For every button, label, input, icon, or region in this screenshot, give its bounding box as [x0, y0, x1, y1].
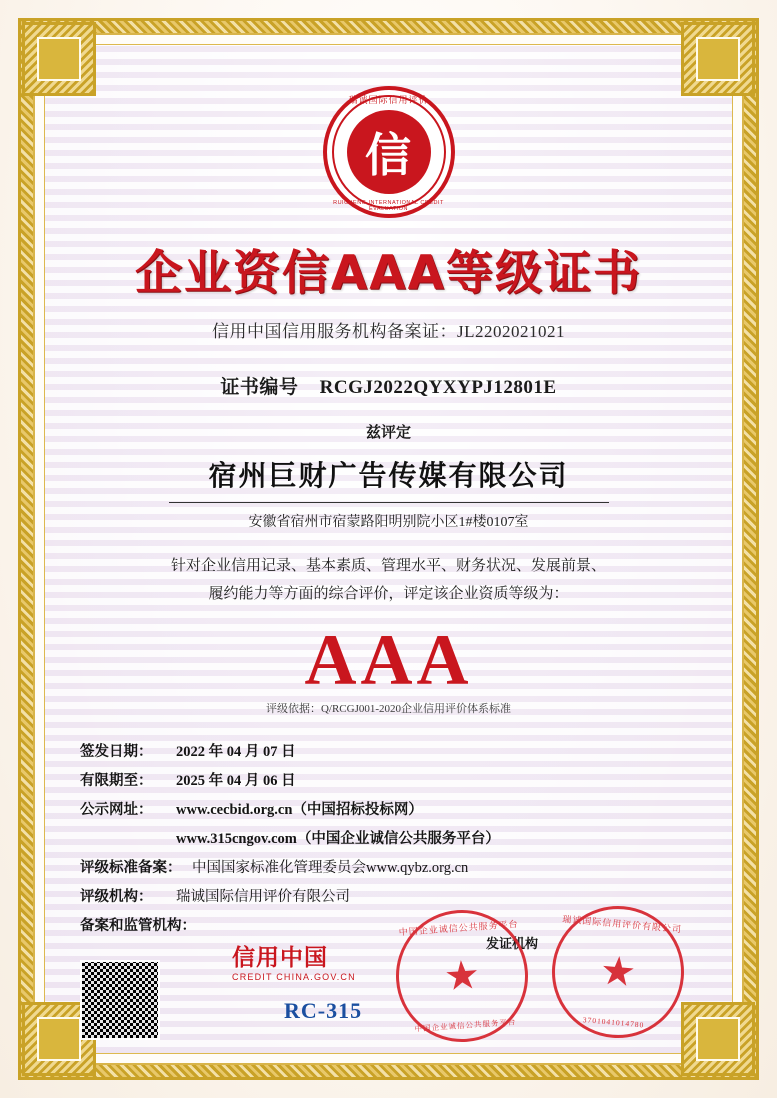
- grade-value: AAA: [304, 619, 473, 700]
- company-name-rule: [169, 502, 609, 503]
- stamp-2-bottom-text: 3701041014780: [582, 1015, 645, 1030]
- detail-key-filing-supervision: 备案和监管机构：: [80, 918, 196, 935]
- stamp-rating-agency: [546, 900, 689, 1043]
- company-name: 宿州巨财广告传媒有限公司: [208, 461, 569, 492]
- evaluation-statement-line-2: 履约能力等方面的综合评价，评定该企业资质等级为：: [208, 585, 569, 602]
- certificate-content: [56, 56, 721, 1042]
- certificate-number-value: RCGJ2022QYXYPJ12801E: [319, 377, 557, 398]
- detail-row-public-site: [80, 796, 721, 825]
- detail-value-standard-filing[interactable]: 中国国家标准化管理委员会www.qybz.org.cn: [192, 860, 469, 877]
- detail-value-valid-until: 2025 年 04 月 06 日: [176, 773, 296, 790]
- detail-value-rating-agency: 瑞诚国际信用评价有限公司: [176, 889, 350, 906]
- certificate-subtitle: 信用中国信用服务机构备案证：JL2202021021: [212, 322, 565, 341]
- emblem-container: [56, 86, 721, 218]
- detail-key-issue-date: 签发日期：: [80, 744, 153, 761]
- detail-key-standard-filing: 评级标准备案：: [80, 860, 182, 877]
- star-icon: ★: [598, 947, 638, 996]
- detail-row-valid-until: [80, 767, 721, 796]
- detail-row-standard-filing: [80, 854, 721, 883]
- credit-china-subtitle: CREDIT CHINA.GOV.CN: [232, 972, 356, 982]
- certificate-title: 企业资信AAA等级证书: [134, 246, 643, 301]
- company-address: 安徽省宿州市宿蒙路阳明别院小区1#楼0107室: [248, 515, 529, 530]
- emblem-core-character: 信: [347, 110, 431, 194]
- grade-basis-note: 评级依据：Q/RCGJ001-2020企业信用评价体系标准: [265, 703, 512, 716]
- emblem-top-text: 瑞诚国际信用评价: [348, 95, 429, 105]
- evaluation-statement: [144, 553, 634, 609]
- detail-key-rating-agency: 评级机构：: [80, 889, 153, 906]
- bottom-marks-area: [56, 898, 721, 1048]
- detail-row-issue-date: [80, 738, 721, 767]
- detail-key-valid-until: 有限期至：: [80, 773, 153, 790]
- stamp-2-top-text: 瑞诚国际信用评价有限公司: [561, 913, 683, 935]
- rc315-mark: RC-315: [284, 998, 363, 1023]
- stamp-credit-service-platform: [392, 906, 533, 1047]
- certificate-number-row: [56, 372, 721, 399]
- detail-key-public-site: 公示网址：: [80, 802, 153, 819]
- evaluation-statement-line-1: 针对企业信用记录、基本素质、管理水平、财务状况、发展前景、: [170, 558, 606, 574]
- detail-value-public-site-2[interactable]: www.315cngov.com（中国企业诚信公共服务平台）: [176, 831, 500, 848]
- detail-value-public-site[interactable]: www.cecbid.org.cn（中国招标投标网）: [176, 802, 423, 819]
- star-icon: ★: [442, 951, 482, 1000]
- emblem-bottom-text: RUICHENG INTERNATIONAL CREDIT EVALUATION: [333, 200, 444, 212]
- detail-value-issue-date: 2022 年 04 月 07 日: [176, 744, 296, 761]
- qr-code[interactable]: [80, 960, 160, 1040]
- stamp-1-top-text: 中国企业诚信公共服务平台: [398, 918, 519, 938]
- hereby-label: 兹评定: [365, 425, 411, 441]
- detail-row-public-site-2: [80, 825, 721, 854]
- credit-china-logo: [232, 939, 356, 982]
- certificate-number-label: 证书编号: [220, 377, 299, 398]
- credit-seal-icon: [323, 86, 455, 218]
- issuer-note: 发证机构: [486, 936, 539, 951]
- stamp-1-bottom-text: 中国企业诚信公共服务平台: [414, 1017, 517, 1034]
- credit-china-title: 信用中国: [232, 945, 328, 970]
